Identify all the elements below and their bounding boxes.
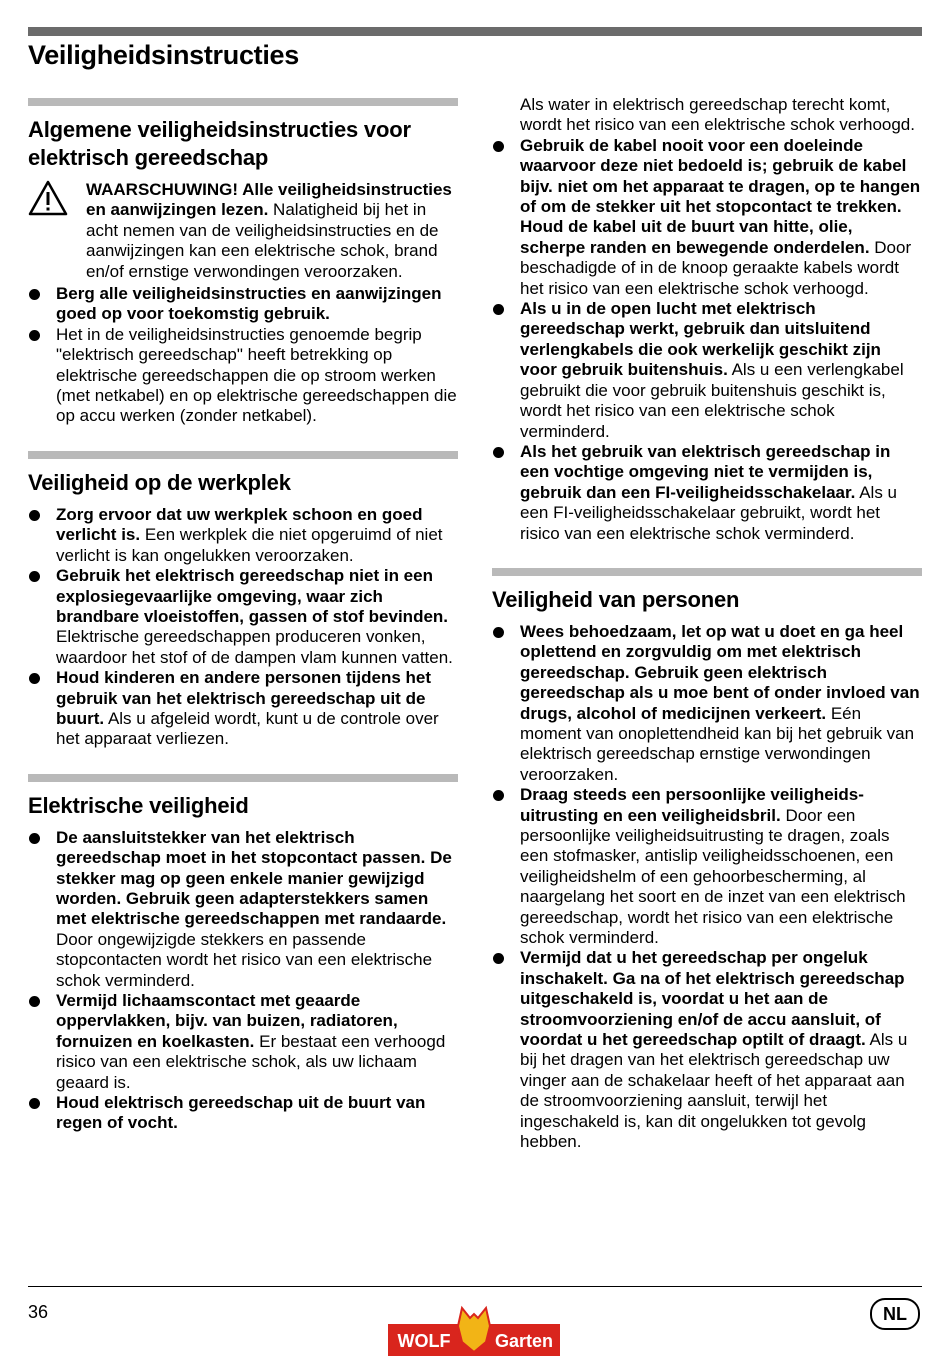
list-item: [492, 948, 922, 1152]
item-text: Door een persoonlijke veiligheidsuitrusting te dragen, zoals een stofmasker, antislip veiligheidsschoenen, een veiligheidshelm of een gehoorbescherming, al naargelang het soort en de inzet van een elektrisch gereedschap, wordt het risico van een elektrische schok verminderd.: [520, 805, 906, 948]
item-text: Als u een FI-veiligheidsschakelaar gebruikt, wordt het risico van een elektrische schok verminderd.: [520, 482, 898, 543]
item-heading: Berg alle veiligheidsinstructies en aanwijzingen goed op voor toekomstig gebruik.: [56, 284, 442, 324]
item-text: Eén moment van onoplettendheid kan bij het gebruik van elektrisch gereedschap ernstige verwondingen veroorzaken.: [520, 703, 915, 784]
warning-triangle-icon: [28, 180, 68, 216]
footer-rule: [28, 1286, 922, 1287]
persons-list: [492, 622, 922, 1153]
page-title: Veiligheidsinstructies: [28, 40, 299, 70]
item-text: Als u een verlengkabel gebruikt die voor gebruik buitenshuis geschikt is, wordt het risico van een elektrische schok verminderd.: [520, 360, 904, 441]
electrical-list: [28, 828, 458, 1134]
section-rule: [492, 568, 922, 576]
list-item: [28, 505, 458, 566]
continued-text: Als water in elektrisch gereedschap terecht komt, wordt het risico van een elektrische schok verhoogd.: [520, 95, 915, 135]
general-list: [28, 284, 458, 427]
list-item: [28, 566, 458, 668]
wolf-garten-logo: [388, 1304, 560, 1360]
list-item: [492, 136, 922, 299]
workplace-list: [28, 505, 458, 750]
item-text: Een werkplek die niet opgeruimd of niet verlicht is kan ongelukken veroorzaken.: [56, 525, 443, 565]
page-number: 36: [28, 1302, 49, 1322]
item-heading: Houd elektrisch gereedschap uit de buurt van regen of vocht.: [56, 1093, 426, 1133]
item-text: Het in de veiligheidsinstructies genoemde begrip "elektrisch gereedschap" heeft betrekking op elektrische gereedschappen die op stroom werken (met netkabel) en op elektrische gereedschappen die op accu werken (zonder netkabel).: [56, 324, 457, 426]
left-column: [28, 90, 458, 1134]
brand-right-text: Garten: [494, 1331, 554, 1351]
item-text: Als u bij het dragen van het elektrisch gereedschap uw vinger aan de schakelaar heeft of het apparaat aan de stroomvoorziening aansluit, terwijl het ingeschakeld is, kan dit ongelukken tot gevolg hebben.: [520, 1030, 908, 1152]
top-bar: [28, 27, 922, 36]
warning-block: [28, 180, 458, 282]
section-rule: [28, 98, 458, 106]
item-text: Elektrische gereedschappen produceren vonken, waardoor het stof of de dampen vlam kunnen vatten.: [56, 627, 453, 667]
item-heading: Als het gebruik van elektrisch gereedschap in een vochtige omgeving niet te vermijden is, gebruik dan een FI-veiligheidsschakelaar.: [520, 441, 891, 502]
item-heading: Draag steeds een persoonlijke veiligheids-uitrusting en een veiligheidsbril.: [520, 785, 864, 825]
electrical-list-continued: [492, 136, 922, 544]
section-title-persons: Veiligheid van personen: [492, 586, 740, 612]
brand-left-text: WOLF: [397, 1331, 451, 1351]
item-heading: Wees behoedzaam, let op wat u doet en ga heel oplettend en zorgvuldig om met elektrisch gereedschap. Gebruik geen elektrisch gereedschap als u moe bent of onder invloed van drugs, alcohol of medicijnen verkeert.: [520, 621, 920, 723]
list-item: [28, 991, 458, 1093]
section-title-electrical: Elektrische veiligheid: [28, 792, 249, 818]
right-column: [492, 95, 922, 1153]
item-text: Als u afgeleid wordt, kunt u de controle over het apparaat verliezen.: [56, 708, 439, 749]
list-item: [492, 622, 922, 785]
item-heading: Gebruik de kabel nooit voor een doeleinde waarvoor deze niet bedoeld is; gebruik de kabel bijv. niet om het apparaat te dragen, op te hangen of om de stekker uit het stopcontact te trekken. Houd de kabel uit de buurt van hitte, olie, scherpe randen en bewegende onderdelen.: [520, 135, 921, 257]
section-rule: [28, 774, 458, 782]
list-item: [28, 828, 458, 991]
list-item: [28, 668, 458, 750]
warning-heading: WAARSCHUWING! Alle veiligheidsinstructies en aanwijzingen lezen.: [86, 180, 452, 220]
item-heading: Gebruik het elektrisch gereedschap niet in een explosiegevaarlijke omgeving, waar zich brandbare vloeistoffen, gassen of stof bevinden.: [56, 566, 449, 626]
list-item: [492, 299, 922, 442]
language-badge: NL: [870, 1298, 920, 1330]
list-item: [492, 442, 922, 544]
list-item: [492, 785, 922, 948]
item-heading: Vermijd lichaamscontact met geaarde oppervlakken, bijv. van buizen, radiatoren, fornuizen en koelkasten.: [56, 991, 398, 1051]
item-heading: De aansluitstekker van het elektrisch gereedschap moet in het stopcontact passen. De stekker mag op geen enkele manier gewijzigd worden. Gebruik geen adapterstekkers samen met elektrische gereedschappen met randaarde.: [56, 827, 452, 929]
item-text: Door beschadigde of in de knoop geraakte kabels wordt het risico van een elektrische schok verhoogd.: [520, 237, 912, 298]
item-heading: Houd kinderen en andere personen tijdens het gebruik van het elektrisch gereedschap uit de buurt.: [56, 668, 432, 728]
item-text: Er bestaat een verhoogd risico van een elektrische schok, als uw lichaam geaard is.: [56, 1031, 446, 1092]
item-heading: Vermijd dat u het gereedschap per ongeluk inschakelt. Ga na of het elektrisch gereedschap uitgeschakeld is, voordat u het aan de stroomvoorziening en/of de accu aansluit, of voordat u het gereedschap optilt of draagt.: [520, 948, 905, 1050]
list-item: [28, 325, 458, 427]
section-title-general: Algemene veiligheidsinstructies voor elektrisch gereedschap: [28, 117, 411, 170]
list-item: [28, 284, 458, 325]
item-text: Door ongewijzigde stekkers en passende stopcontacten wordt het risico van een elektrische schok verminderd.: [56, 929, 433, 990]
section-rule: [28, 451, 458, 459]
item-heading: Zorg ervoor dat uw werkplek schoon en goed verlicht is.: [56, 504, 423, 545]
warning-text: Nalatigheid bij het in acht nemen van de veiligheidsinstructies en de aanwijzingen kan een elektrische schok, brand en/of ernstige verwondingen veroorzaken.: [86, 200, 439, 281]
section-title-workplace: Veiligheid op de werkplek: [28, 469, 291, 495]
item-heading: Als u in de open lucht met elektrisch gereedschap werkt, gebruik dan uitsluitend verlengkabels die ook werkelijk geschikt zijn voor gebruik buitenshuis.: [520, 299, 881, 380]
list-item: [28, 1093, 458, 1134]
